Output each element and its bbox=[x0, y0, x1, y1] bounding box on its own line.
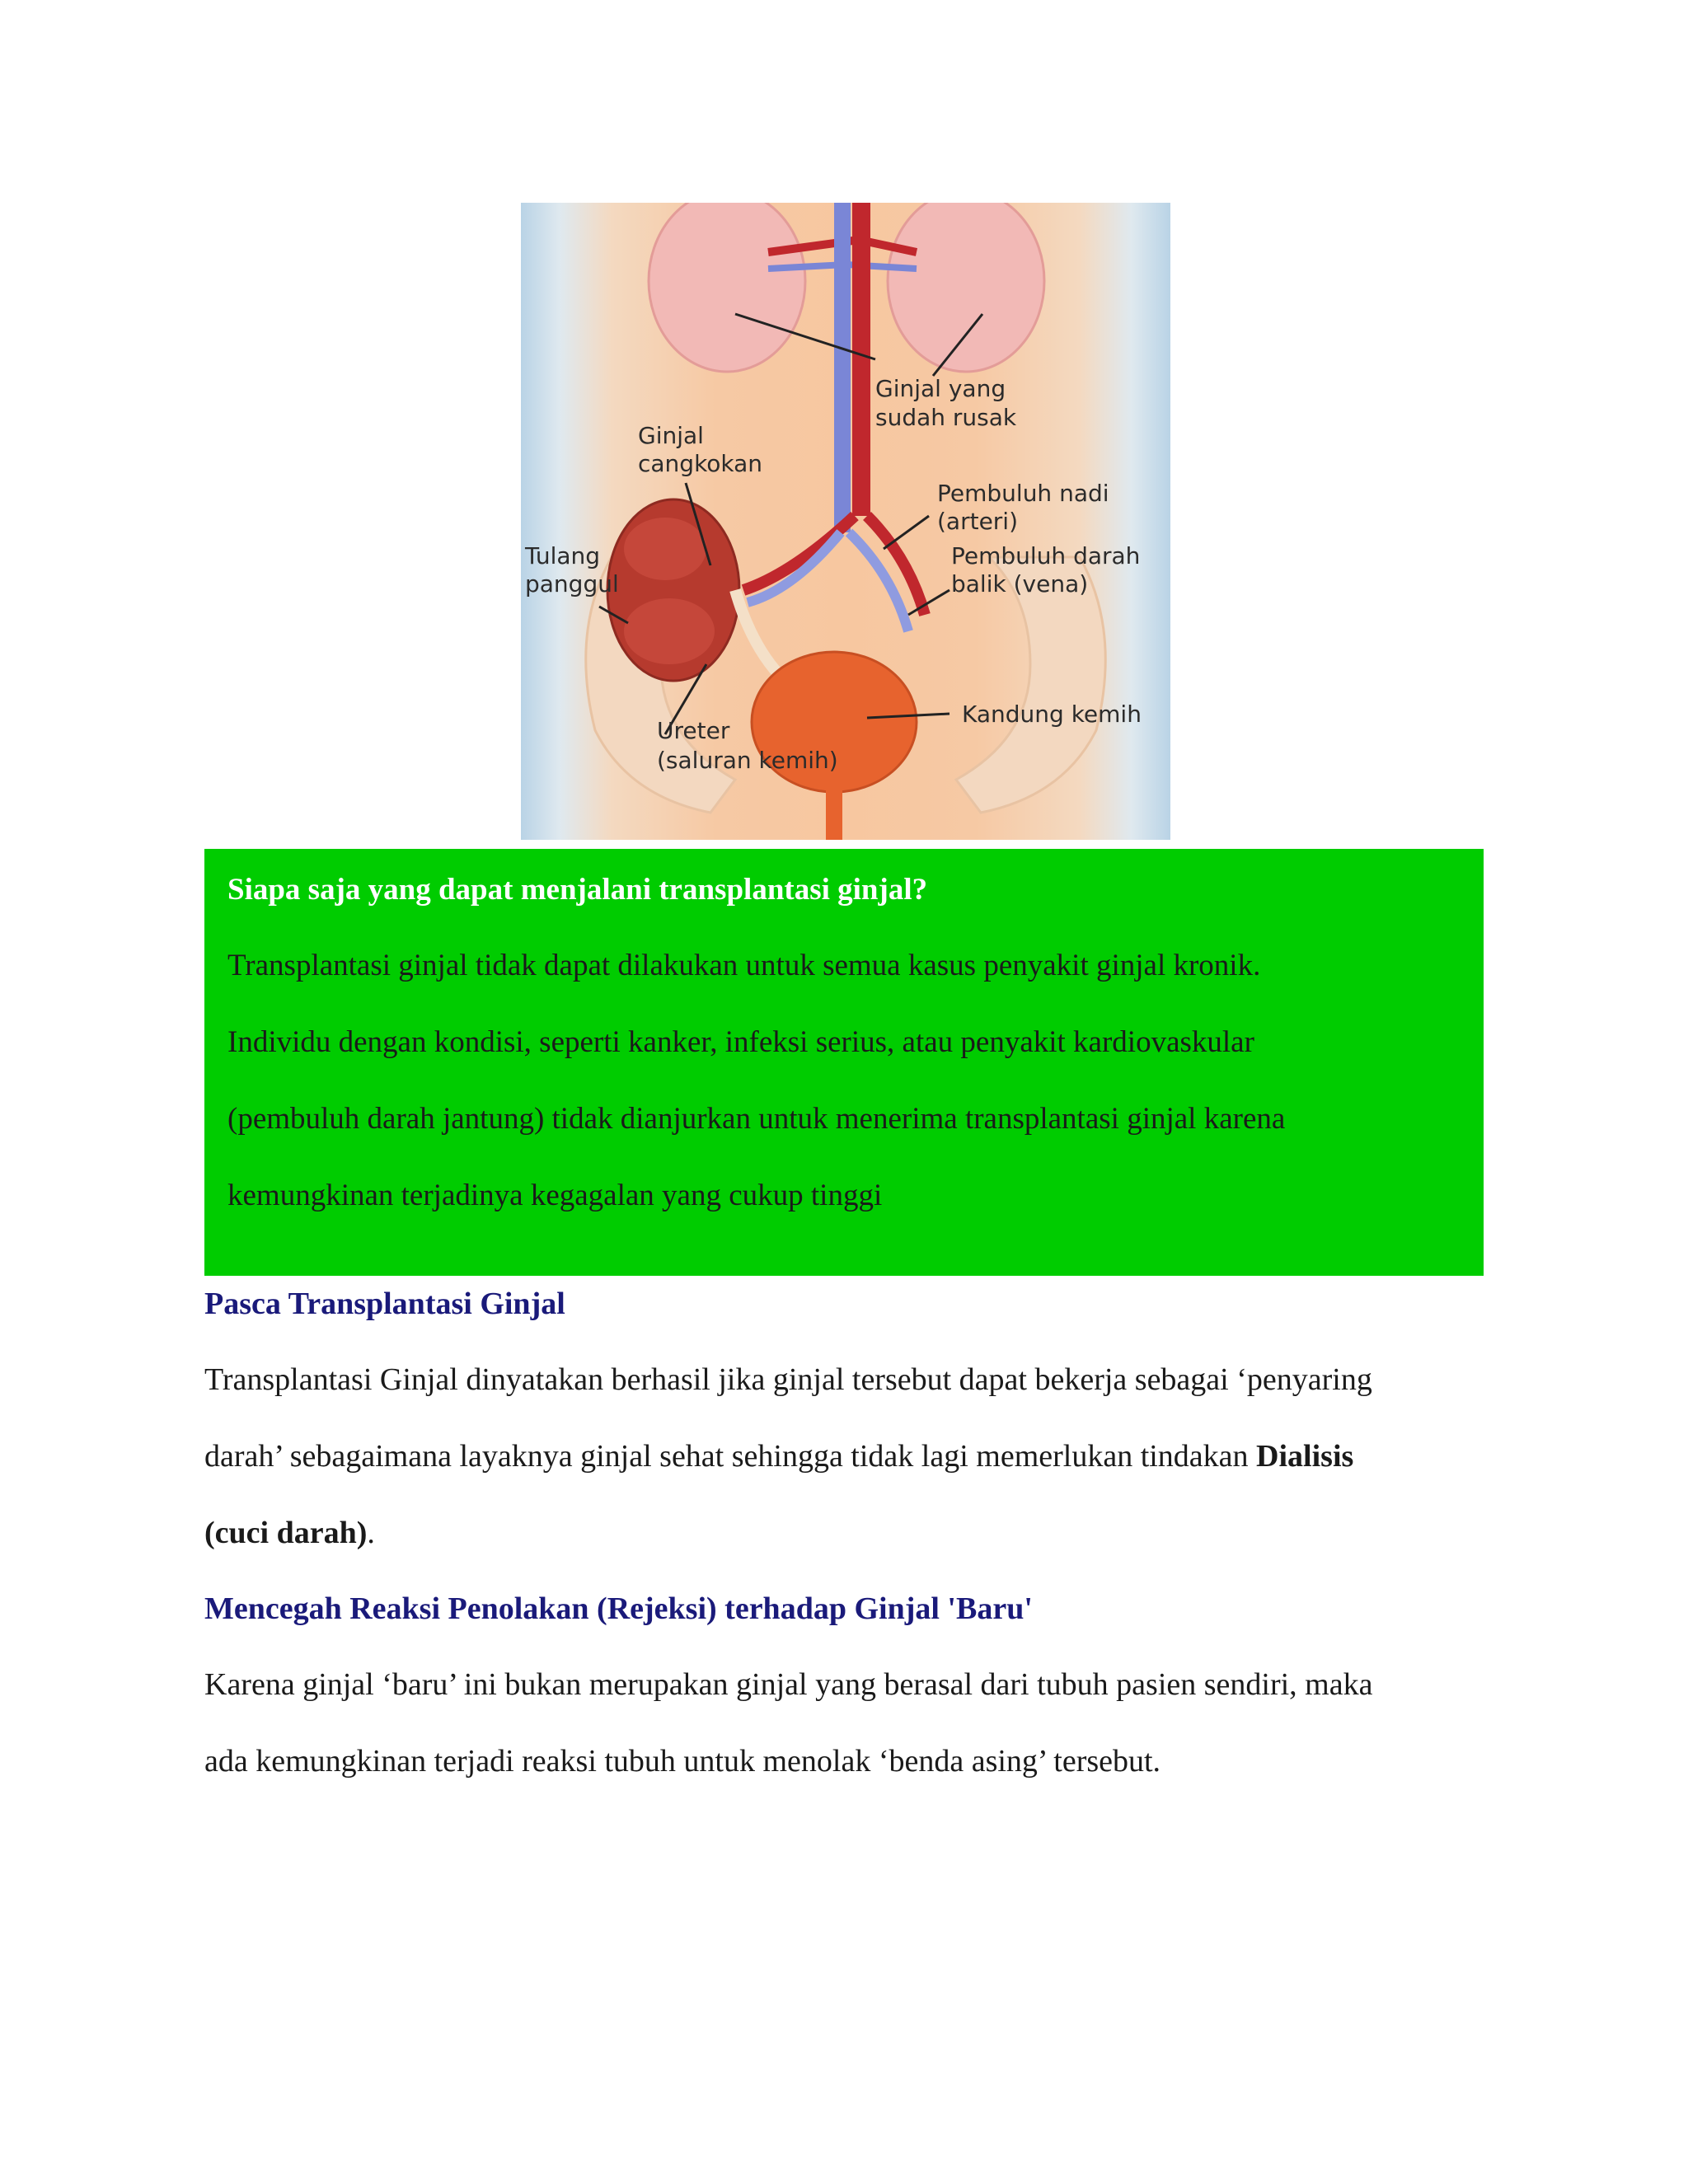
label-tulang-1: Tulang bbox=[525, 542, 601, 569]
label-nadi-1: Pembuluh nadi bbox=[937, 480, 1109, 507]
info-box-line-3: (pembuluh darah jantung) tidak dianjurkan untuk menerima transplantasi ginjal karena bbox=[227, 1102, 1286, 1136]
label-cangkokan-1: Ginjal bbox=[638, 422, 704, 449]
info-box-line-4: kemungkinan terjadinya kegagalan yang cukup tinggi bbox=[227, 1179, 883, 1212]
urethra bbox=[826, 780, 842, 840]
native-kidney-right bbox=[888, 203, 1044, 372]
paragraph-bold-text: Dialisis bbox=[1256, 1439, 1354, 1474]
label-kandung: Kandung kemih bbox=[962, 701, 1142, 728]
label-cangkokan-2: cangkokan bbox=[638, 450, 763, 477]
paragraph-bold-text: (cuci darah) bbox=[204, 1516, 368, 1550]
ureter bbox=[735, 590, 785, 681]
paragraph-line bbox=[204, 1438, 1353, 1474]
transplanted-kidney-lobe-2 bbox=[624, 598, 715, 664]
info-box-line-2: Individu dengan kondisi, seperti kanker, infeksi serius, atau penyakit kardiovaskular bbox=[227, 1025, 1254, 1059]
anatomy-diagram bbox=[521, 203, 1170, 840]
paragraph-line: Karena ginjal ‘baru’ ini bukan merupakan ginjal yang berasal dari tubuh pasien sendiri, maka bbox=[204, 1667, 1373, 1702]
paragraph-text: . bbox=[367, 1516, 375, 1550]
paragraph-line: ada kemungkinan terjadi reaksi tubuh untuk menolak ‘benda asing’ tersebut. bbox=[204, 1744, 1161, 1779]
native-kidney-left bbox=[649, 203, 805, 372]
label-tulang-2: panggul bbox=[525, 570, 619, 598]
info-box-title: Siapa saja yang dapat menjalani transplantasi ginjal? bbox=[227, 873, 928, 907]
label-ureter-1: Ureter bbox=[657, 717, 730, 744]
kidney-transplant-illustration bbox=[521, 203, 1170, 840]
label-ginjal-rusak-2: sudah rusak bbox=[875, 404, 1017, 431]
label-ureter-2: (saluran kemih) bbox=[657, 747, 838, 774]
transplanted-kidney-lobe bbox=[624, 518, 706, 580]
label-balik-1: Pembuluh darah bbox=[951, 542, 1141, 569]
aorta bbox=[852, 203, 870, 516]
label-nadi-2: (arteri) bbox=[937, 508, 1019, 535]
info-box-line-1: Transplantasi ginjal tidak dapat dilakukan untuk semua kasus penyakit ginjal kronik. bbox=[227, 949, 1261, 982]
section-heading-pasca: Pasca Transplantasi Ginjal bbox=[204, 1286, 565, 1321]
label-ginjal-rusak-1: Ginjal yang bbox=[875, 375, 1006, 402]
paragraph-line: Transplantasi Ginjal dinyatakan berhasil jika ginjal tersebut dapat bekerja sebagai ‘penyaring bbox=[204, 1362, 1372, 1397]
vena-cava bbox=[834, 203, 851, 532]
paragraph-text: darah’ sebagaimana layaknya ginjal sehat sehingga tidak lagi memerlukan tindakan bbox=[204, 1439, 1257, 1474]
leader-line bbox=[884, 516, 929, 549]
paragraph-line bbox=[204, 1515, 375, 1551]
label-balik-2: balik (vena) bbox=[951, 570, 1089, 598]
section-heading-rejeksi: Mencegah Reaksi Penolakan (Rejeksi) terhadap Ginjal 'Baru' bbox=[204, 1591, 1033, 1626]
